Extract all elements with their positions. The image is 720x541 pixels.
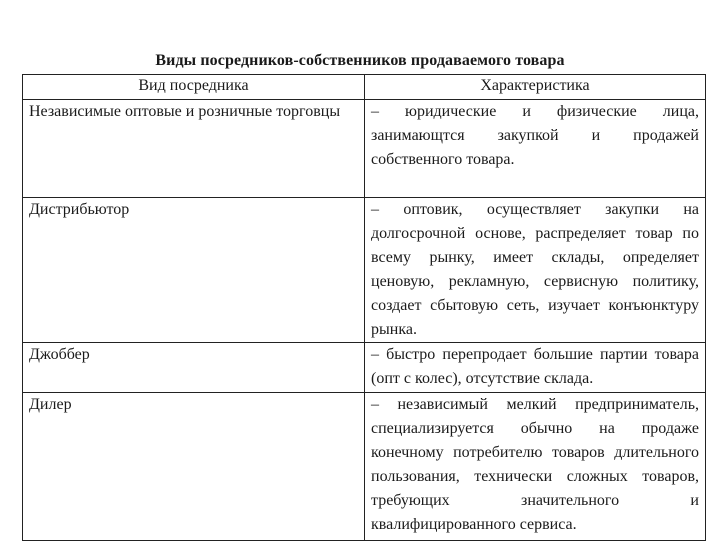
intermediary-description-cell: – быстро перепродает большие партии товара (опт с колес), отсутствие склада. (365, 343, 706, 393)
intermediary-type-cell: Независимые оптовые и розничные торговцы (23, 100, 365, 198)
intermediary-type-cell: Джоббер (23, 343, 365, 393)
intermediary-types-table (22, 74, 706, 541)
column-header-description: Характеристика (365, 75, 706, 100)
table-title: Виды посредников-собственников продаваемого товара (155, 52, 565, 69)
intermediary-description-cell: – независимый мелкий предприниматель, специализируется обычно на продаже конечному потребителю товаров длительного пользования, технически сложных товаров, требующих значительного и квалифицированного сервиса. (365, 393, 706, 541)
table-row (23, 393, 706, 541)
table-row (23, 100, 706, 198)
table-header-row (23, 75, 706, 100)
intermediary-type-cell: Дилер (23, 393, 365, 541)
table-row (23, 198, 706, 343)
intermediary-description-cell: – юридические и физические лица, занимающтся закупкой и продажей собственного товара. (365, 100, 706, 198)
column-header-type: Вид посредника (23, 75, 365, 100)
intermediary-type-cell: Дистрибьютор (23, 198, 365, 343)
table-row (23, 343, 706, 393)
intermediary-description-cell: – оптовик, осуществляет закупки на долгосрочной основе, распределяет товар по всему рынку, имеет склады, определяет ценовую, рекламную, сервисную политику, создает сбытовую сеть, изучает конъюнктуру рынка. (365, 198, 706, 343)
